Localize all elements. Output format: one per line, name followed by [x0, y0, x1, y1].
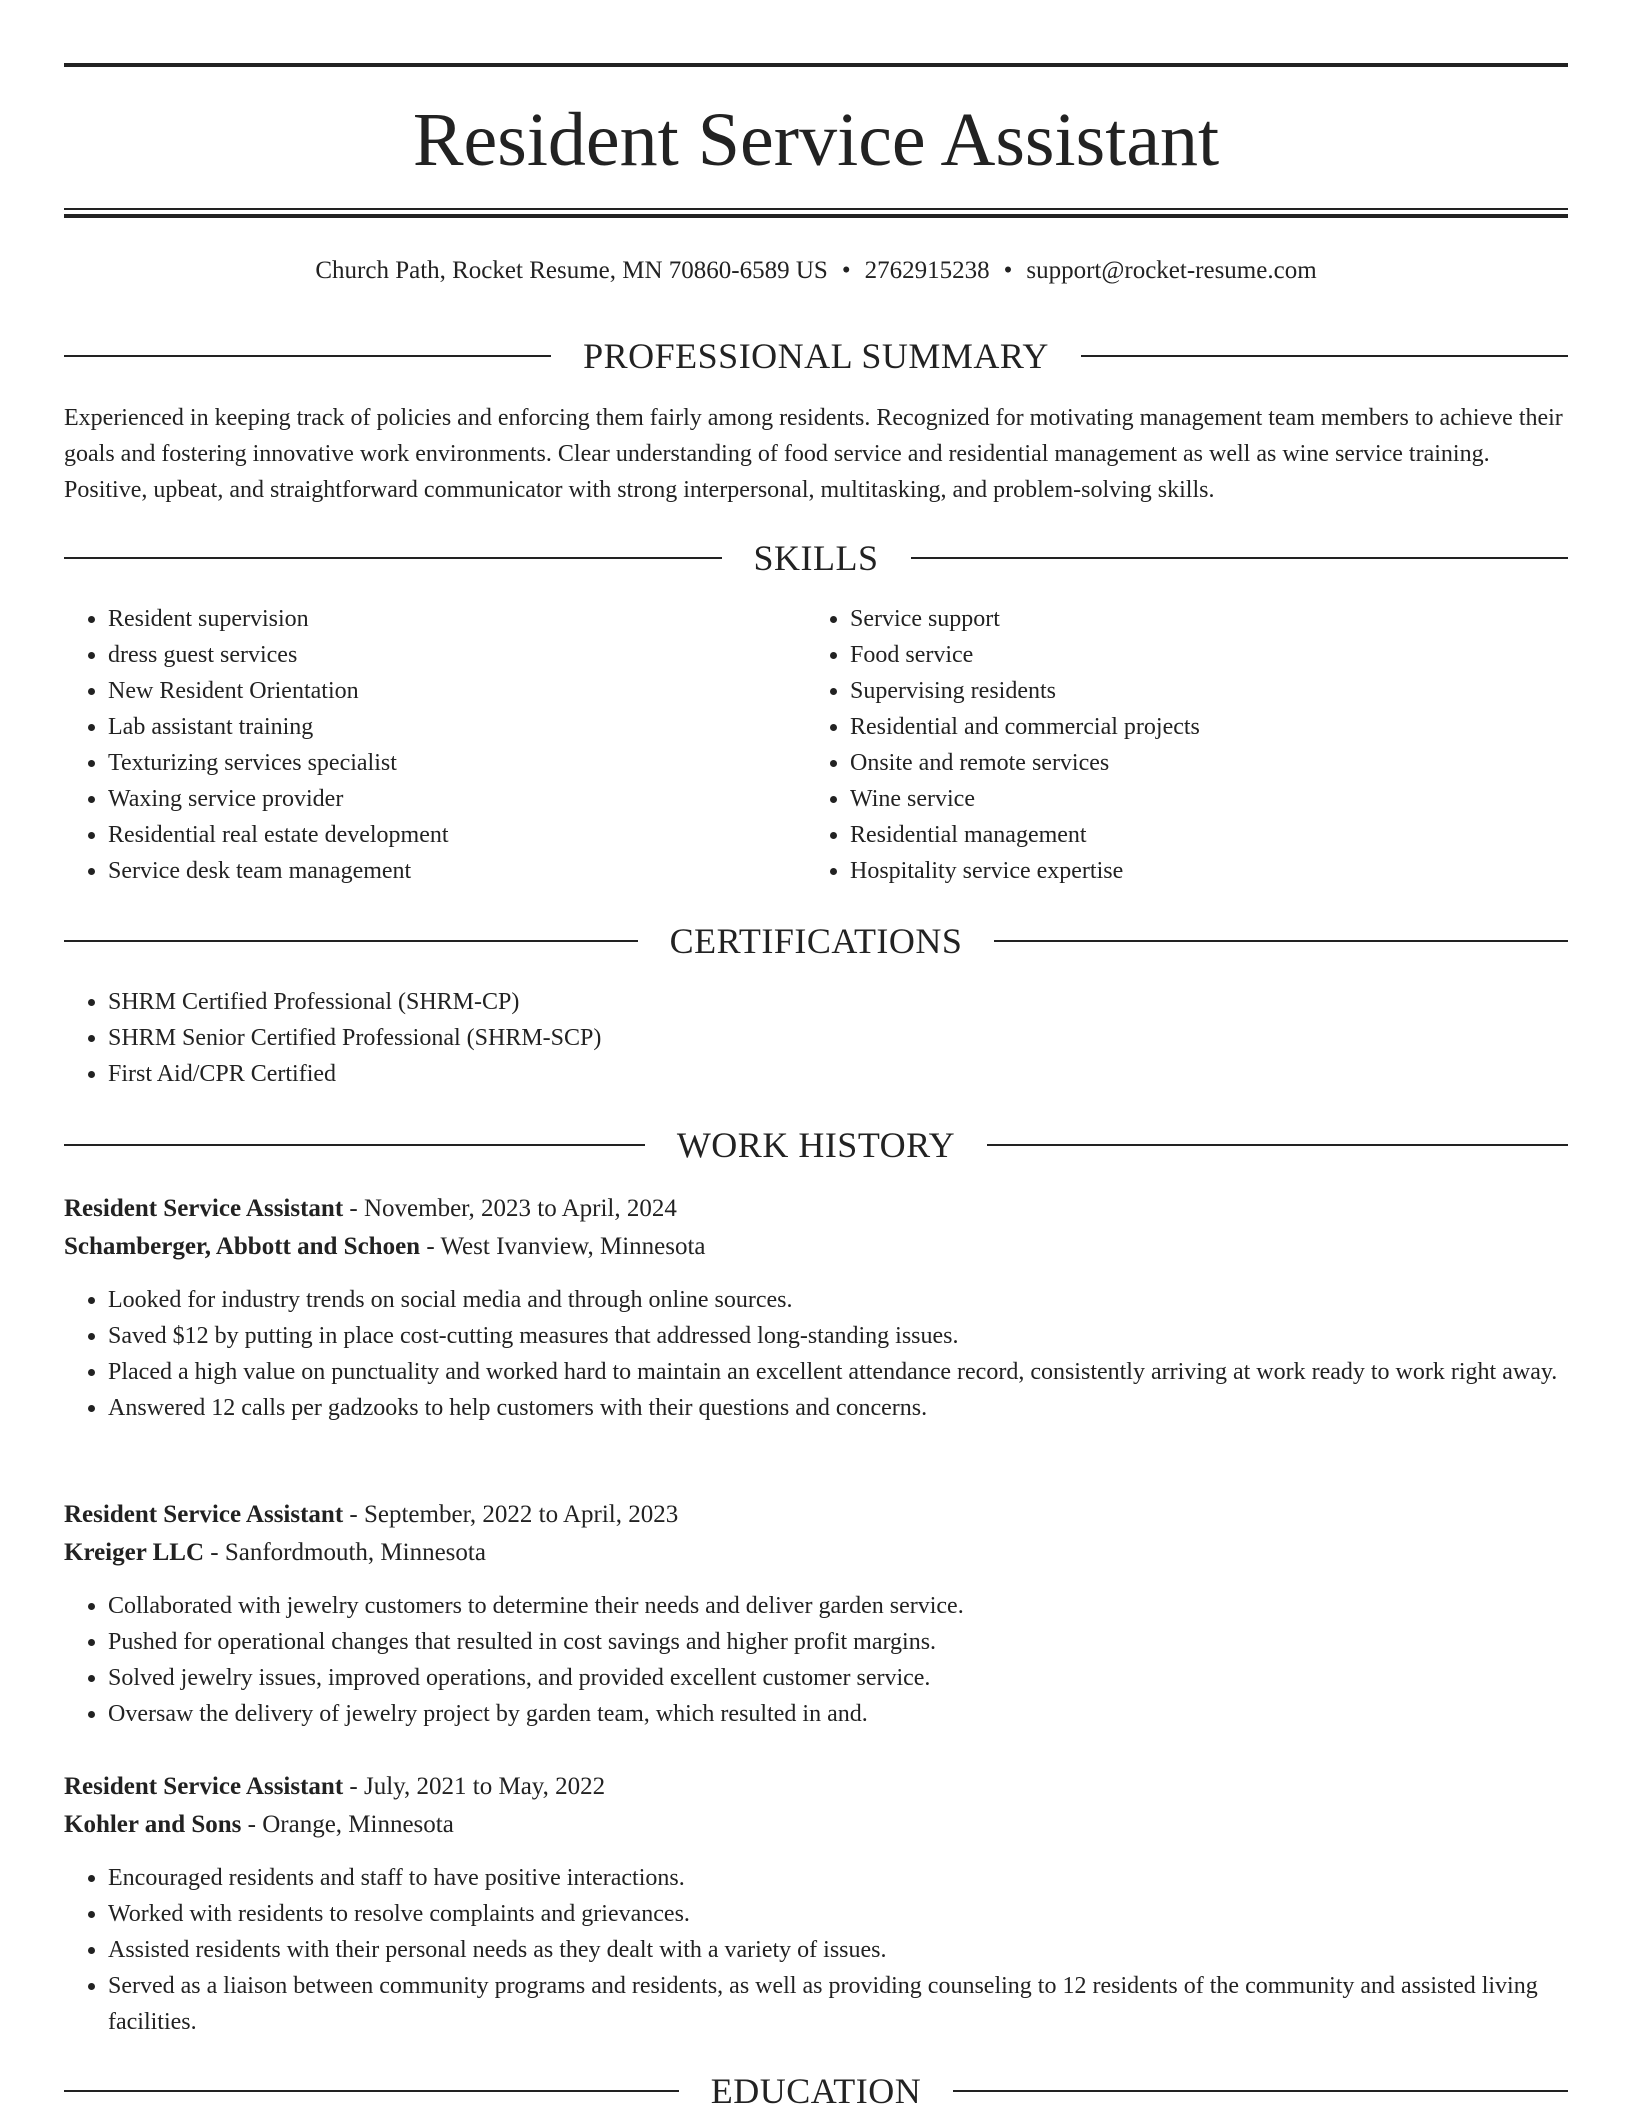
job-company-line	[64, 1228, 1568, 1266]
double-rule	[64, 208, 1568, 218]
section-title: SKILLS	[753, 538, 879, 578]
skill-item: • Residential and commercial projects	[850, 709, 1566, 745]
skill-item: • Resident supervision	[108, 601, 764, 637]
job-entry	[64, 1496, 1568, 1732]
skill-item: • Residential real estate development	[108, 817, 764, 853]
section-heading-work-history	[64, 1123, 1568, 1167]
job-bullet: • Placed a high value on punctuality and worked hard to maintain an excellent attendance record, consistently arriving at work ready to work right away.	[108, 1354, 1568, 1390]
job-title: Resident Service Assistant	[64, 1195, 344, 1222]
heading-rule	[64, 557, 722, 559]
section-heading-certifications	[64, 919, 1568, 963]
heading-rule	[987, 1144, 1568, 1146]
job-bullet: • Pushed for operational changes that resulted in cost savings and higher profit margins.	[108, 1624, 1568, 1660]
top-rule	[64, 63, 1568, 67]
skill-item: • Residential management	[850, 817, 1566, 853]
heading-rule	[994, 940, 1568, 942]
job-entry	[64, 1190, 1568, 1426]
contact-separator: •	[841, 257, 851, 284]
job-dates: - September, 2022 to April, 2023	[349, 1501, 679, 1528]
heading-rule	[64, 1144, 645, 1146]
skill-item: • Food service	[850, 637, 1566, 673]
section-heading-skills	[64, 536, 1568, 580]
heading-rule	[953, 2090, 1568, 2092]
job-bullets	[64, 1588, 1568, 1732]
job-company-line	[64, 1534, 1568, 1572]
heading-rule	[64, 2090, 679, 2092]
skill-item: • Supervising residents	[850, 673, 1566, 709]
skill-item: • Waxing service provider	[108, 781, 764, 817]
skills-list-right	[806, 601, 1566, 889]
skills-column-right	[806, 601, 1566, 889]
certification-item: • First Aid/CPR Certified	[108, 1056, 1568, 1092]
job-title: Resident Service Assistant	[64, 1773, 344, 1800]
job-bullets	[64, 1282, 1568, 1426]
job-bullet: • Worked with residents to resolve complaints and grievances.	[108, 1896, 1568, 1932]
skills-list-left	[64, 601, 764, 889]
section-title: PROFESSIONAL SUMMARY	[583, 336, 1049, 376]
skill-item: • Hospitality service expertise	[850, 853, 1566, 889]
heading-rule	[64, 355, 551, 357]
job-entry	[64, 1768, 1568, 2040]
skill-item: • dress guest services	[108, 637, 764, 673]
contact-line	[64, 254, 1568, 288]
job-title: Resident Service Assistant	[64, 1501, 344, 1528]
job-bullet: • Served as a liaison between community programs and residents, as well as providing counseling to 12 residents of the community and assisted living facilities.	[108, 1968, 1568, 2040]
heading-rule	[911, 557, 1569, 559]
skill-item: • Service desk team management	[108, 853, 764, 889]
job-bullet: • Oversaw the delivery of jewelry project by garden team, which resulted in and.	[108, 1696, 1568, 1732]
certifications-list	[64, 984, 1568, 1092]
section-heading-summary	[64, 334, 1568, 378]
job-bullet: • Collaborated with jewelry customers to determine their needs and deliver garden service.	[108, 1588, 1568, 1624]
heading-rule	[1081, 355, 1568, 357]
job-bullet: • Solved jewelry issues, improved operations, and provided excellent customer service.	[108, 1660, 1568, 1696]
section-heading-education	[64, 2069, 1568, 2113]
job-company: Kreiger LLC	[64, 1539, 205, 1566]
job-dates: - November, 2023 to April, 2024	[349, 1195, 677, 1222]
job-company: Schamberger, Abbott and Schoen	[64, 1233, 421, 1260]
contact-separator: •	[1003, 257, 1013, 284]
contact-email: support@rocket-resume.com	[1026, 257, 1317, 284]
job-location: - Orange, Minnesota	[247, 1811, 454, 1838]
section-title: WORK HISTORY	[676, 1125, 956, 1165]
job-bullets	[64, 1860, 1568, 2040]
job-bullet: • Looked for industry trends on social media and through online sources.	[108, 1282, 1568, 1318]
skill-item: • Onsite and remote services	[850, 745, 1566, 781]
job-location: - West Ivanview, Minnesota	[426, 1233, 706, 1260]
resume-name: Resident Service Assistant	[412, 98, 1220, 182]
job-bullet: • Saved $12 by putting in place cost-cutting measures that addressed long-standing issues.	[108, 1318, 1568, 1354]
job-bullet: • Encouraged residents and staff to have positive interactions.	[108, 1860, 1568, 1896]
job-title-line	[64, 1190, 1568, 1228]
job-bullet: • Assisted residents with their personal needs as they dealt with a variety of issues.	[108, 1932, 1568, 1968]
job-location: - Sanfordmouth, Minnesota	[210, 1539, 486, 1566]
contact-address: Church Path, Rocket Resume, MN 70860-6589 US	[315, 257, 828, 284]
job-company-line	[64, 1806, 1568, 1844]
skill-item: • Wine service	[850, 781, 1566, 817]
job-dates: - July, 2021 to May, 2022	[349, 1773, 606, 1800]
skill-item: • Lab assistant training	[108, 709, 764, 745]
skills-column-left	[64, 601, 764, 889]
contact-phone: 2762915238	[864, 257, 990, 284]
job-company: Kohler and Sons	[64, 1811, 242, 1838]
section-title: CERTIFICATIONS	[669, 921, 963, 961]
job-title-line	[64, 1496, 1568, 1534]
certification-item: • SHRM Certified Professional (SHRM-CP)	[108, 984, 1568, 1020]
certifications	[64, 984, 1568, 1092]
job-bullet: • Answered 12 calls per gadzooks to help customers with their questions and concerns.	[108, 1390, 1568, 1426]
skill-item: • Service support	[850, 601, 1566, 637]
certification-item: • SHRM Senior Certified Professional (SHRM-SCP)	[108, 1020, 1568, 1056]
section-title: EDUCATION	[710, 2071, 922, 2111]
job-title-line	[64, 1768, 1568, 1806]
skill-item: • New Resident Orientation	[108, 673, 764, 709]
professional-summary: Experienced in keeping track of policies and enforcing them fairly among residents. Recognized for motivating management team members to achieve their goals and fostering innovative work environments. Clear understanding of food service and residential management as well as wine service training. Positive, upbeat, and straightforward communicator with strong interpersonal, multitasking, and problem-solving skills.	[64, 405, 1563, 503]
heading-rule	[64, 940, 638, 942]
skill-item: • Texturizing services specialist	[108, 745, 764, 781]
